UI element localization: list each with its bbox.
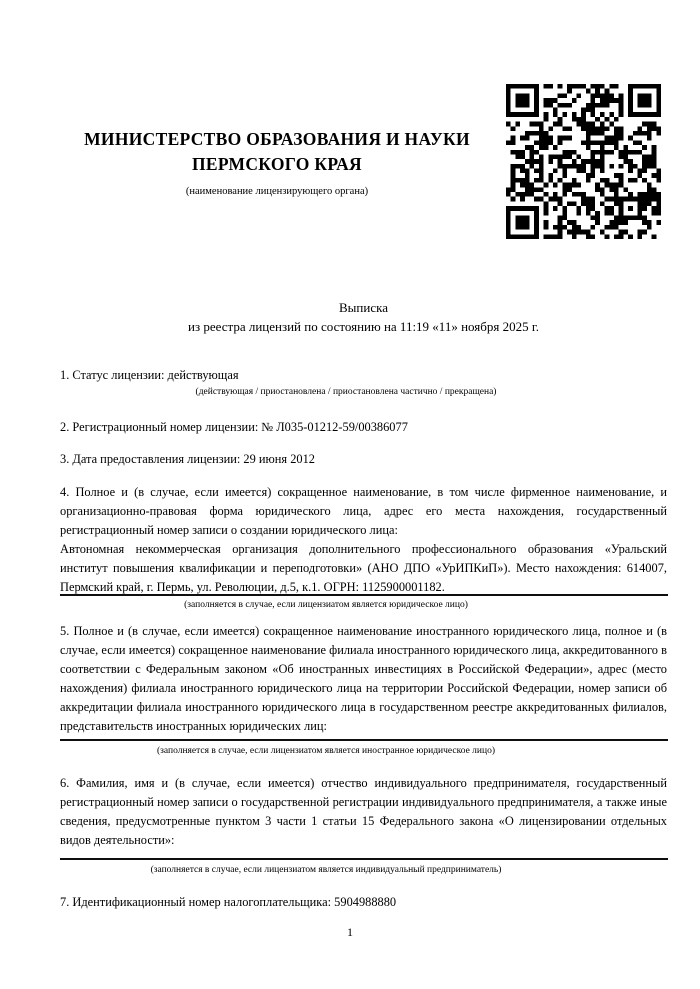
page-number: 1 [347,925,353,939]
legal-entity-caption: (заполняется в случае, если лицензиатом является юридическое лицо) [184,600,468,610]
license-status-line: 1. Статус лицензии: действующая [60,368,239,382]
document-title [60,299,667,336]
qr-code-icon [506,84,661,239]
foreign-entity-section: 5. Полное и (в случае, если имеется) сокращенное наименование иностранного юридического лица, полное и (в случае, если имеется) сокращенное наименование филиала иностранного юридического лица, аккредитованного в соответствии с Федеральным законом «Об иностранных инвестициях в Российской Федерации», адрес (место нахождения) филиала иностранного юридического лица на территории Российской Федерации, номер записи об аккредитации филиала иностранного юридического лица в государственном реестре аккредитованных филиалов, представительств иностранных юридических лиц: [60,624,667,733]
registration-number-line: 2. Регистрационный номер лицензии: № Л035-01212-59/00386077 [60,420,408,434]
legal-entity-label: 4. Полное и (в случае, если имеется) сокращенное наименование, в том числе фирменное наименование, и организационно-правовая форма юридического лица, адрес его места нахождения, государственный регистрационный номер записи о создании юридического лица: [60,485,667,537]
ministry-name-line1: МИНИСТЕРСТВО ОБРАЗОВАНИЯ И НАУКИ [84,129,470,149]
ministry-name [62,127,492,177]
legal-entity-value: Автономная некоммерческая организация дополнительного профессионального образования «Уральский институт повышения квалификации и переподготовки» (АНО ДПО «УрИПКиП»). Место нахождения: 614007, Пермский край, г. Пермь, ул. Революции, д.5, к.1. ОГРН: 1125900001182. [60,542,667,594]
foreign-entity-underline [60,739,668,741]
legal-entity-underline [60,594,668,596]
document-title-line2: из реестра лицензий по состоянию на 11:19 «11» ноября 2025 г. [188,318,539,334]
foreign-entity-caption: (заполняется в случае, если лицензиатом является иностранное юридическое лицо) [157,746,495,756]
entrepreneur-section: 6. Фамилия, имя и (в случае, если имеется) отчество индивидуального предпринимателя, государственный регистрационный номер записи о государственной регистрации индивидуального предпринимателя, а также иные сведения, предусмотренные пунктом 3 части 1 статьи 15 Федерального закона «О лицензировании отдельных видов деятельности»: [60,776,667,847]
license-grant-date-line: 3. Дата предоставления лицензии: 29 июня 2012 [60,452,316,466]
legal-entity-section [60,483,667,597]
license-status-options-caption: (действующая / приостановлена / приостановлена частично / прекращена) [195,387,497,397]
ministry-name-line2: ПЕРМСКОГО КРАЯ [192,154,362,174]
entrepreneur-underline [60,858,668,860]
ministry-name-caption: (наименование лицензирующего органа) [185,186,369,197]
taxpayer-id-line: 7. Идентификационный номер налогоплательщика: 5904988880 [60,895,397,909]
document-title-line1: Выписка [339,300,388,315]
entrepreneur-caption: (заполняется в случае, если лицензиатом является индивидуальный предприниматель) [150,865,502,875]
